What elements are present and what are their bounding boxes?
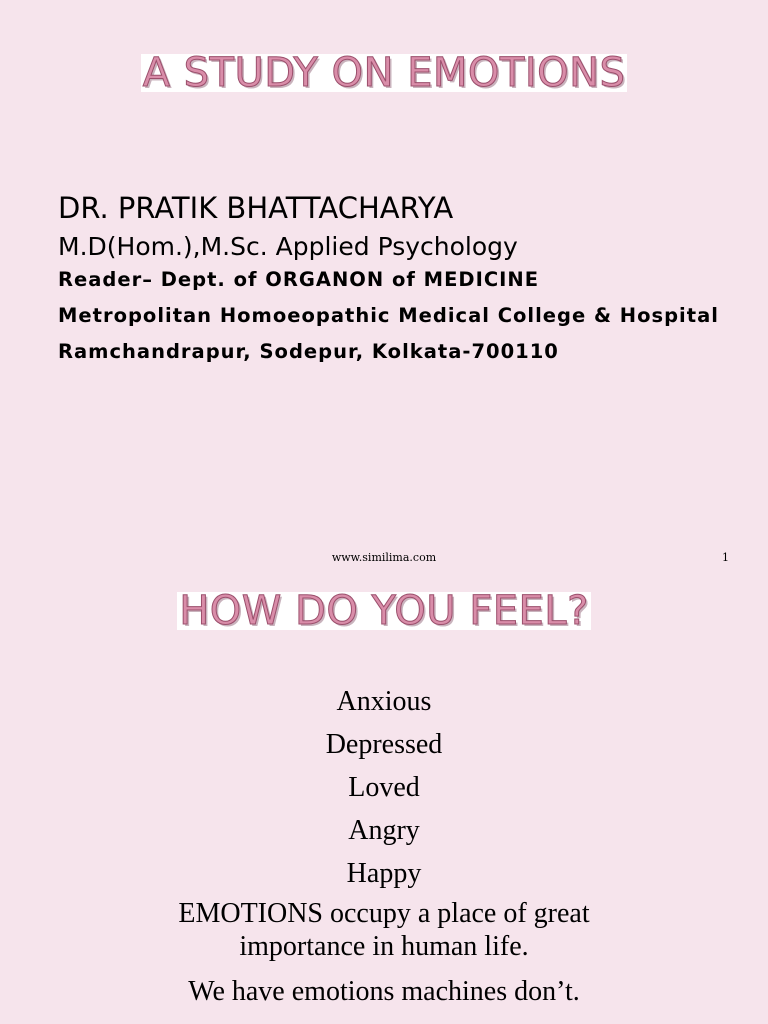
author-address: Ramchandrapur, Sodepur, Kolkata-700110 (58, 340, 559, 363)
author-name: DR. PRATIK BHATTACHARYA (58, 191, 454, 225)
feeling-item: Angry (348, 815, 420, 846)
feeling-item: Loved (348, 772, 420, 803)
feeling-item: Anxious (336, 686, 432, 717)
feelings-list (0, 680, 768, 1008)
statement-machines: We have emotions machines don’t. (188, 976, 580, 1007)
slide-2 (0, 576, 768, 1024)
author-position: Reader– Dept. of ORGANON of MEDICINE (58, 268, 540, 291)
feeling-item: Depressed (325, 729, 443, 760)
slide-2-title: HOW DO YOU FEEL? (179, 588, 589, 634)
slide-1-title-wrap (0, 50, 768, 96)
statement-importance: EMOTIONS occupy a place of great importance in human life. (178, 898, 590, 962)
author-institution: Metropolitan Homoeopathic Medical College & Hospital (58, 304, 719, 327)
page-number: 1 (722, 551, 729, 564)
author-degree: M.D(Hom.),M.Sc. Applied Psychology (58, 232, 518, 261)
feeling-item: Happy (346, 858, 422, 889)
author-block (58, 188, 738, 365)
slide-1-title: A STUDY ON EMOTIONS (142, 50, 626, 96)
footer-url: www.similima.com (331, 551, 437, 564)
slide-2-title-wrap (0, 588, 768, 634)
